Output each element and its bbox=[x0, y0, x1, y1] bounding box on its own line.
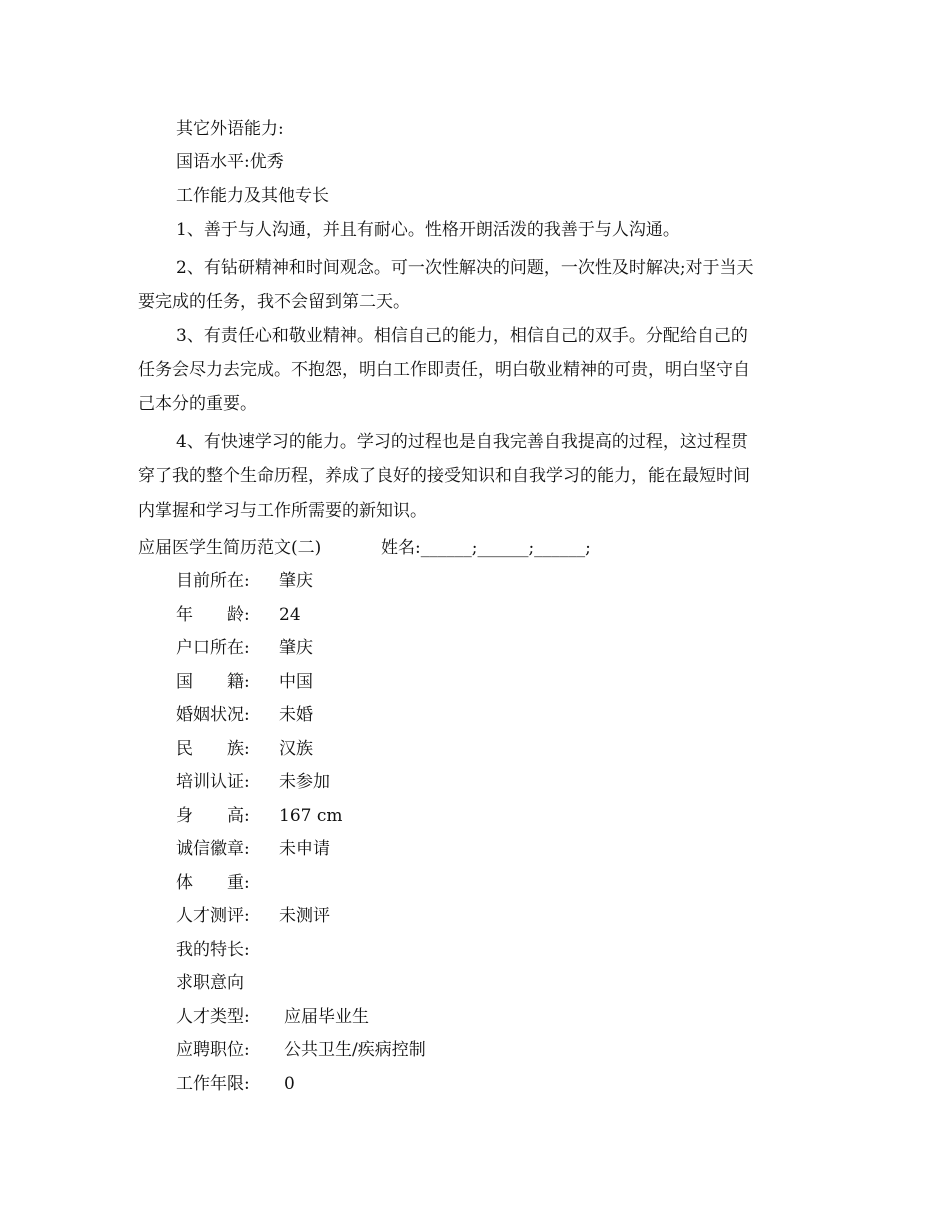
row-label-location: 目前所在: bbox=[176, 571, 250, 591]
skill-item-4-line-2: 穿了我的整个生命历程，养成了良好的接受知识和自我学习的能力，能在最短时间 bbox=[138, 466, 750, 486]
row-label-assessment: 人才测评: bbox=[176, 906, 250, 926]
intent-label-years: 工作年限: bbox=[176, 1074, 250, 1094]
row-value-age: 24 bbox=[279, 605, 301, 625]
row-value-assessment: 未测评 bbox=[279, 906, 330, 926]
intent-value-talent-type: 应届毕业生 bbox=[284, 1007, 369, 1027]
skill-item-2-line-1: 2、有钻研精神和时间观念。可一次性解决的问题，一次性及时解决;对于当天 bbox=[176, 258, 754, 278]
intent-label-talent-type: 人才类型: bbox=[176, 1007, 250, 1027]
row-value-height: 167 cm bbox=[279, 806, 343, 826]
row-label-specialties: 我的特长: bbox=[176, 940, 250, 960]
skills-heading: 工作能力及其他专长 bbox=[176, 186, 329, 206]
resume-title: 应届医学生简历范文(二) bbox=[138, 538, 322, 558]
row-label-training: 培训认证: bbox=[176, 772, 250, 792]
row-value-marital: 未婚 bbox=[279, 705, 313, 725]
row-value-training: 未参加 bbox=[279, 772, 330, 792]
skill-item-3-line-2: 任务会尽力去完成。不抱怨，明白工作即责任，明白敬业精神的可贵，明白坚守自 bbox=[138, 360, 750, 380]
name-line: 姓名:______;______;______; bbox=[381, 538, 591, 558]
row-label-ethnicity: 民 族: bbox=[176, 739, 250, 759]
skill-item-3-line-1: 3、有责任心和敬业精神。相信自己的能力，相信自己的双手。分配给自己的 bbox=[176, 326, 748, 346]
other-languages-line: 其它外语能力: bbox=[176, 119, 284, 139]
row-value-ethnicity: 汉族 bbox=[279, 739, 313, 759]
row-label-age: 年 龄: bbox=[176, 605, 250, 625]
row-value-hukou: 肇庆 bbox=[279, 638, 313, 658]
intent-value-years: 0 bbox=[284, 1074, 295, 1094]
skill-item-3-line-3: 己本分的重要。 bbox=[138, 394, 257, 414]
row-label-weight: 体 重: bbox=[176, 873, 250, 893]
row-label-marital: 婚姻状况: bbox=[176, 705, 250, 725]
row-label-nationality: 国 籍: bbox=[176, 672, 250, 692]
skill-item-1: 1、善于与人沟通，并且有耐心。性格开朗活泼的我善于与人沟通。 bbox=[176, 220, 680, 240]
skill-item-4-line-1: 4、有快速学习的能力。学习的过程也是自我完善自我提高的过程，这过程贯 bbox=[176, 432, 748, 452]
intent-value-position: 公共卫生/疾病控制 bbox=[284, 1040, 426, 1060]
skill-item-4-line-3: 内掌握和学习与工作所需要的新知识。 bbox=[138, 501, 427, 521]
skill-item-2-line-2: 要完成的任务，我不会留到第二天。 bbox=[138, 292, 410, 312]
row-label-integrity-badge: 诚信徽章: bbox=[176, 839, 250, 859]
row-value-nationality: 中国 bbox=[279, 672, 313, 692]
row-value-integrity-badge: 未申请 bbox=[279, 839, 330, 859]
row-label-height: 身 高: bbox=[176, 806, 250, 826]
mandarin-level-line: 国语水平:优秀 bbox=[176, 152, 284, 172]
intent-label-position: 应聘职位: bbox=[176, 1040, 250, 1060]
row-value-location: 肇庆 bbox=[279, 571, 313, 591]
row-label-hukou: 户口所在: bbox=[176, 638, 250, 658]
job-intent-heading: 求职意向 bbox=[176, 973, 244, 993]
